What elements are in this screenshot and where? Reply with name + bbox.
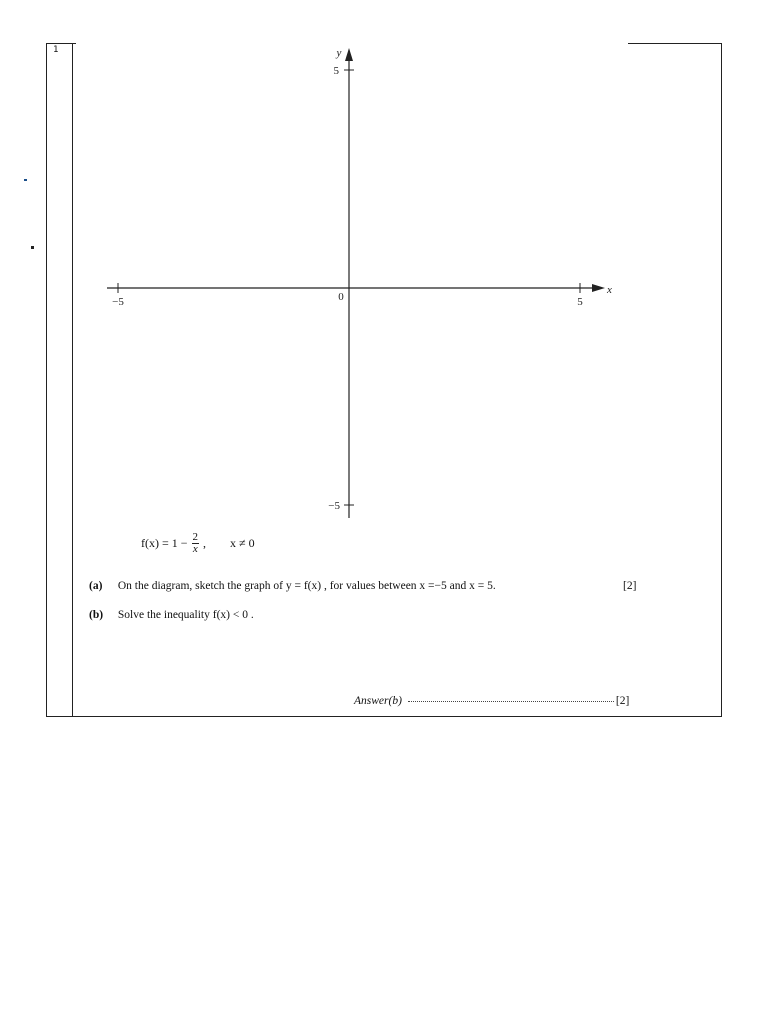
function-condition: x ≠ 0: [230, 536, 255, 550]
y-axis-label: y: [336, 47, 342, 59]
origin-label: 0: [338, 291, 344, 303]
y-axis-arrow: [345, 48, 353, 61]
part-a-label: (a): [89, 580, 103, 592]
function-lhs: f(x) = 1 −: [141, 536, 188, 550]
x-tick-label-min: −5: [112, 296, 124, 308]
x-axis-arrow: [592, 284, 605, 292]
fraction-numerator: 2: [192, 531, 199, 543]
fraction-denominator: x: [192, 543, 198, 555]
function-definition: [141, 532, 255, 555]
function-comma: ,: [203, 536, 207, 550]
y-tick-label-max: 5: [333, 65, 339, 77]
answer-label: Answer(b): [354, 695, 402, 707]
part-b-label: (b): [89, 609, 104, 621]
answer-input-line[interactable]: [408, 701, 614, 702]
function-fraction: [192, 532, 200, 555]
question-number: 1: [53, 45, 59, 55]
part-b-text: Solve the inequality f(x) < 0 .: [117, 609, 254, 621]
part-a: [89, 580, 496, 592]
x-axis-label: x: [607, 284, 612, 296]
part-a-text: On the diagram, sketch the graph of y = f(x) , for values between x =−5 and x = 5.: [117, 580, 496, 592]
part-a-marks: [2]: [623, 580, 637, 592]
answer-marks: [2]: [615, 695, 630, 707]
y-tick-label-min: −5: [328, 500, 340, 512]
x-tick-label-max: 5: [577, 296, 583, 308]
answer-line: [354, 695, 629, 707]
part-b: [89, 609, 254, 621]
